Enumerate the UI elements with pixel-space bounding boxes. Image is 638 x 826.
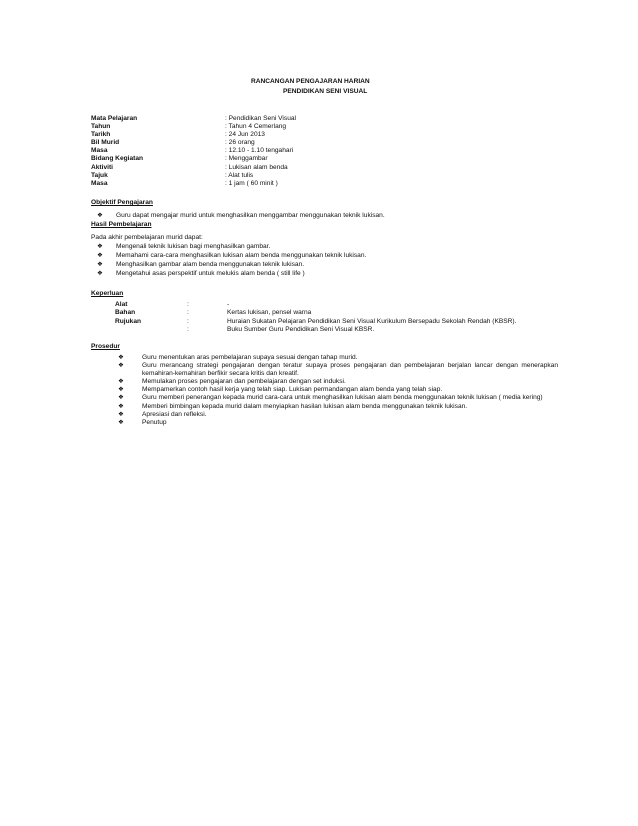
lesson-info bbox=[91, 115, 551, 188]
diamond-bullet-icon: ❖ bbox=[97, 243, 103, 250]
keperluan-row bbox=[115, 301, 555, 309]
info-label: Tahun bbox=[91, 123, 111, 131]
prosedur-item bbox=[118, 411, 558, 419]
info-value: : 24 Jun 2013 bbox=[225, 131, 265, 139]
hasil-item: Mengetahui asas perspektif untuk melukis alam benda ( still life ) bbox=[116, 270, 305, 277]
prosedur-item bbox=[118, 386, 558, 394]
info-row bbox=[91, 139, 551, 147]
info-label: Masa bbox=[91, 147, 108, 155]
prosedur-text: Penutup bbox=[142, 418, 167, 426]
keperluan-value: Buku Sumber Guru Pendidikan Seni Visual KBSR. bbox=[227, 325, 375, 333]
info-row bbox=[91, 147, 551, 155]
keperluan-colon: : bbox=[187, 309, 189, 317]
info-value: : Alat tulis bbox=[225, 171, 254, 179]
info-value: : 1 jam ( 60 minit ) bbox=[225, 179, 278, 187]
keperluan-label: Bahan bbox=[115, 309, 136, 317]
keperluan-colon: : bbox=[187, 317, 189, 325]
hasil-item: Memahami cara-cara menghasilkan lukisan alam benda menggunakan teknik lukisan. bbox=[116, 252, 367, 259]
diamond-bullet-icon: ❖ bbox=[97, 212, 103, 219]
objektif-item: Guru dapat mengajar murid untuk menghasilkan menggambar menggunakan teknik lukisan. bbox=[116, 212, 385, 219]
diamond-bullet-icon: ❖ bbox=[97, 270, 103, 277]
diamond-bullet-icon: ❖ bbox=[118, 394, 124, 402]
prosedur-item bbox=[118, 354, 558, 362]
document-subtitle: PENDIDIKAN SENI VISUAL bbox=[283, 88, 368, 95]
diamond-bullet-icon: ❖ bbox=[118, 402, 124, 410]
info-label: Bidang Kegiatan bbox=[91, 155, 144, 163]
prosedur-text: Mempamerkan contoh hasil kerja yang telah siap. Lukisan permandangan alam benda yang telah siap. bbox=[142, 386, 443, 394]
prosedur-text: Apresiasi dan refleksi. bbox=[142, 410, 207, 418]
info-label: Masa bbox=[91, 179, 108, 187]
prosedur-list bbox=[118, 354, 558, 427]
info-value: : Pendidikan Seni Visual bbox=[225, 115, 296, 122]
keperluan-value: - bbox=[227, 301, 230, 308]
keperluan-row bbox=[115, 309, 555, 317]
keperluan-colon: : bbox=[187, 325, 189, 333]
hasil-item: Menghasilkan gambar alam benda menggunakan teknik lukisan. bbox=[116, 261, 305, 268]
info-value: : 26 orang bbox=[225, 139, 255, 147]
keperluan-row bbox=[115, 318, 555, 326]
info-row bbox=[91, 164, 551, 172]
info-row bbox=[91, 155, 551, 163]
info-row bbox=[91, 180, 551, 188]
diamond-bullet-icon: ❖ bbox=[118, 354, 124, 361]
objektif-heading: Objektif Pengajaran bbox=[91, 199, 153, 206]
prosedur-item bbox=[118, 362, 558, 378]
prosedur-text: Memberi bimbingan kepada murid dalam menyiapkan hasilan lukisan alam benda menggunakan teknik lukisan. bbox=[142, 402, 468, 410]
prosedur-text: Guru merancang strategi pengajaran dengan teratur supaya proses pengajaran dan pembelajaran berjalan lancar dengan menerapkan kemahiran-kemahiran berfikir secara kritis dan kreatif. bbox=[142, 362, 558, 378]
info-row bbox=[91, 115, 551, 123]
keperluan-heading: Keperluan bbox=[91, 290, 124, 297]
info-label: Mata Pelajaran bbox=[91, 115, 138, 122]
diamond-bullet-icon: ❖ bbox=[118, 418, 124, 426]
keperluan-colon: : bbox=[187, 301, 189, 308]
prosedur-text: Memulakan proses pengajaran dan pembelajaran dengan set induksi. bbox=[142, 378, 346, 386]
diamond-bullet-icon: ❖ bbox=[118, 378, 124, 386]
info-value: : Tahun 4 Cemerlang bbox=[225, 123, 287, 131]
diamond-bullet-icon: ❖ bbox=[97, 261, 103, 268]
info-value: : Menggambar bbox=[225, 155, 268, 163]
info-label: Tarikh bbox=[91, 131, 111, 139]
keperluan-label: Rujukan bbox=[115, 317, 142, 325]
info-row bbox=[91, 131, 551, 139]
diamond-bullet-icon: ❖ bbox=[118, 386, 124, 394]
prosedur-item bbox=[118, 403, 558, 411]
keperluan-list bbox=[115, 301, 555, 334]
hasil-item: Mengenali teknik lukisan bagi menghasilkan gambar. bbox=[116, 243, 271, 250]
prosedur-text: Guru memberi penerangan kepada murid cara-cara untuk menghasilkan lukisan alam benda menggunakan teknik lukisan ( media kering) bbox=[142, 394, 543, 402]
info-label: Tajuk bbox=[91, 171, 108, 179]
info-row bbox=[91, 172, 551, 180]
document-title: RANCANGAN PENGAJARAN HARIAN bbox=[251, 78, 370, 85]
prosedur-item bbox=[118, 378, 558, 386]
prosedur-heading: Prosedur bbox=[91, 343, 120, 350]
prosedur-text: Guru menentukan aras pembelajaran supaya sesuai dengan tahap murid. bbox=[142, 354, 358, 361]
keperluan-value: Kertas lukisan, pensel warna bbox=[227, 309, 312, 317]
hasil-heading: Hasil Pembelajaran bbox=[91, 221, 152, 228]
prosedur-item bbox=[118, 394, 558, 402]
keperluan-row bbox=[115, 326, 555, 334]
info-row bbox=[91, 123, 551, 131]
info-label: Aktiviti bbox=[91, 163, 113, 171]
keperluan-label: Alat bbox=[115, 301, 128, 308]
diamond-bullet-icon: ❖ bbox=[118, 362, 124, 370]
prosedur-item bbox=[118, 419, 558, 427]
info-label: Bil Murid bbox=[91, 139, 120, 147]
diamond-bullet-icon: ❖ bbox=[97, 252, 103, 259]
info-value: : 12.10 - 1.10 tengahari bbox=[225, 147, 294, 155]
diamond-bullet-icon: ❖ bbox=[118, 410, 124, 418]
keperluan-value: Huraian Sukatan Pelajaran Pendidikan Seni Visual Kurikulum Bersepadu Sekolah Rendah (KBSR). bbox=[227, 317, 517, 325]
hasil-intro: Pada akhir pembelajaran murid dapat: bbox=[91, 234, 203, 241]
info-value: : Lukisan alam benda bbox=[225, 163, 288, 171]
